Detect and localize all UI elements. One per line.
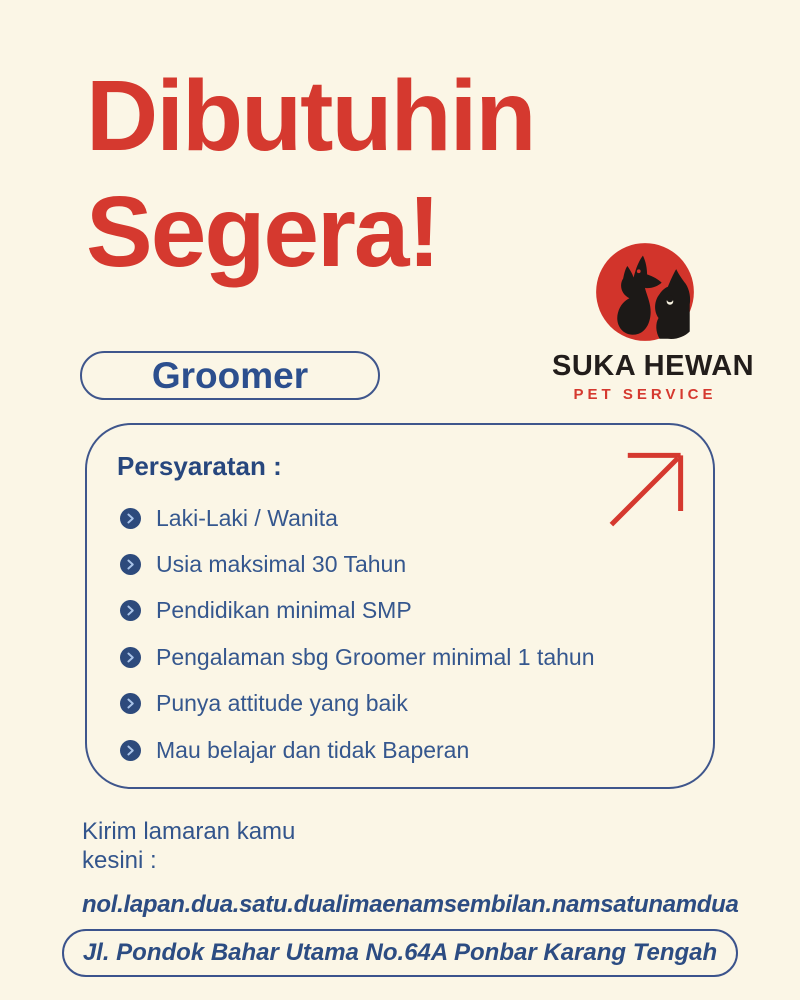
list-item: [117, 634, 713, 680]
dog-cat-logo-icon: [593, 240, 697, 344]
requirements-list: [117, 495, 713, 773]
chevron-right-icon: [120, 647, 141, 668]
arrow-up-right-icon: [605, 449, 687, 531]
requirement-text: Pendidikan minimal SMP: [156, 597, 412, 624]
list-item: [117, 541, 713, 587]
list-item: [117, 727, 713, 773]
title-line-2: Segera!: [86, 176, 439, 288]
address-text: Jl. Pondok Bahar Utama No.64A Ponbar Karang Tengah: [82, 939, 718, 966]
chevron-right-icon: [120, 600, 141, 621]
requirement-text: Pengalaman sbg Groomer minimal 1 tahun: [156, 643, 595, 670]
requirement-text: Usia maksimal 30 Tahun: [156, 551, 407, 578]
position-label: Groomer: [151, 354, 309, 396]
list-item: [117, 681, 713, 727]
requirements-heading: Persyaratan :: [117, 451, 282, 481]
brand-logo: [552, 240, 755, 403]
chevron-right-icon: [120, 508, 141, 529]
address-pill: [62, 929, 738, 977]
poster-title: [86, 58, 535, 290]
requirement-text: Mau belajar dan tidak Baperan: [156, 736, 470, 763]
chevron-right-icon: [120, 554, 141, 575]
brand-name: SUKA HEWAN: [552, 350, 755, 382]
title-line-1: Dibutuhin: [86, 60, 535, 172]
requirements-box: [85, 423, 715, 789]
phone-spelled-out: nol.lapan.dua.satu.dualimaenamsembilan.namsatunamdua: [82, 891, 739, 918]
contact-label: [82, 818, 295, 876]
requirement-text: Punya attitude yang baik: [156, 690, 408, 717]
position-badge: [80, 351, 380, 400]
chevron-right-icon: [120, 693, 141, 714]
list-item: [117, 588, 713, 634]
chevron-right-icon: [120, 740, 141, 761]
brand-tagline: PET SERVICE: [573, 386, 717, 403]
contact-line-1: Kirim lamaran kamu: [82, 818, 296, 845]
contact-line-2: kesini :: [82, 846, 157, 874]
requirement-text: Laki-Laki / Wanita: [156, 504, 338, 531]
